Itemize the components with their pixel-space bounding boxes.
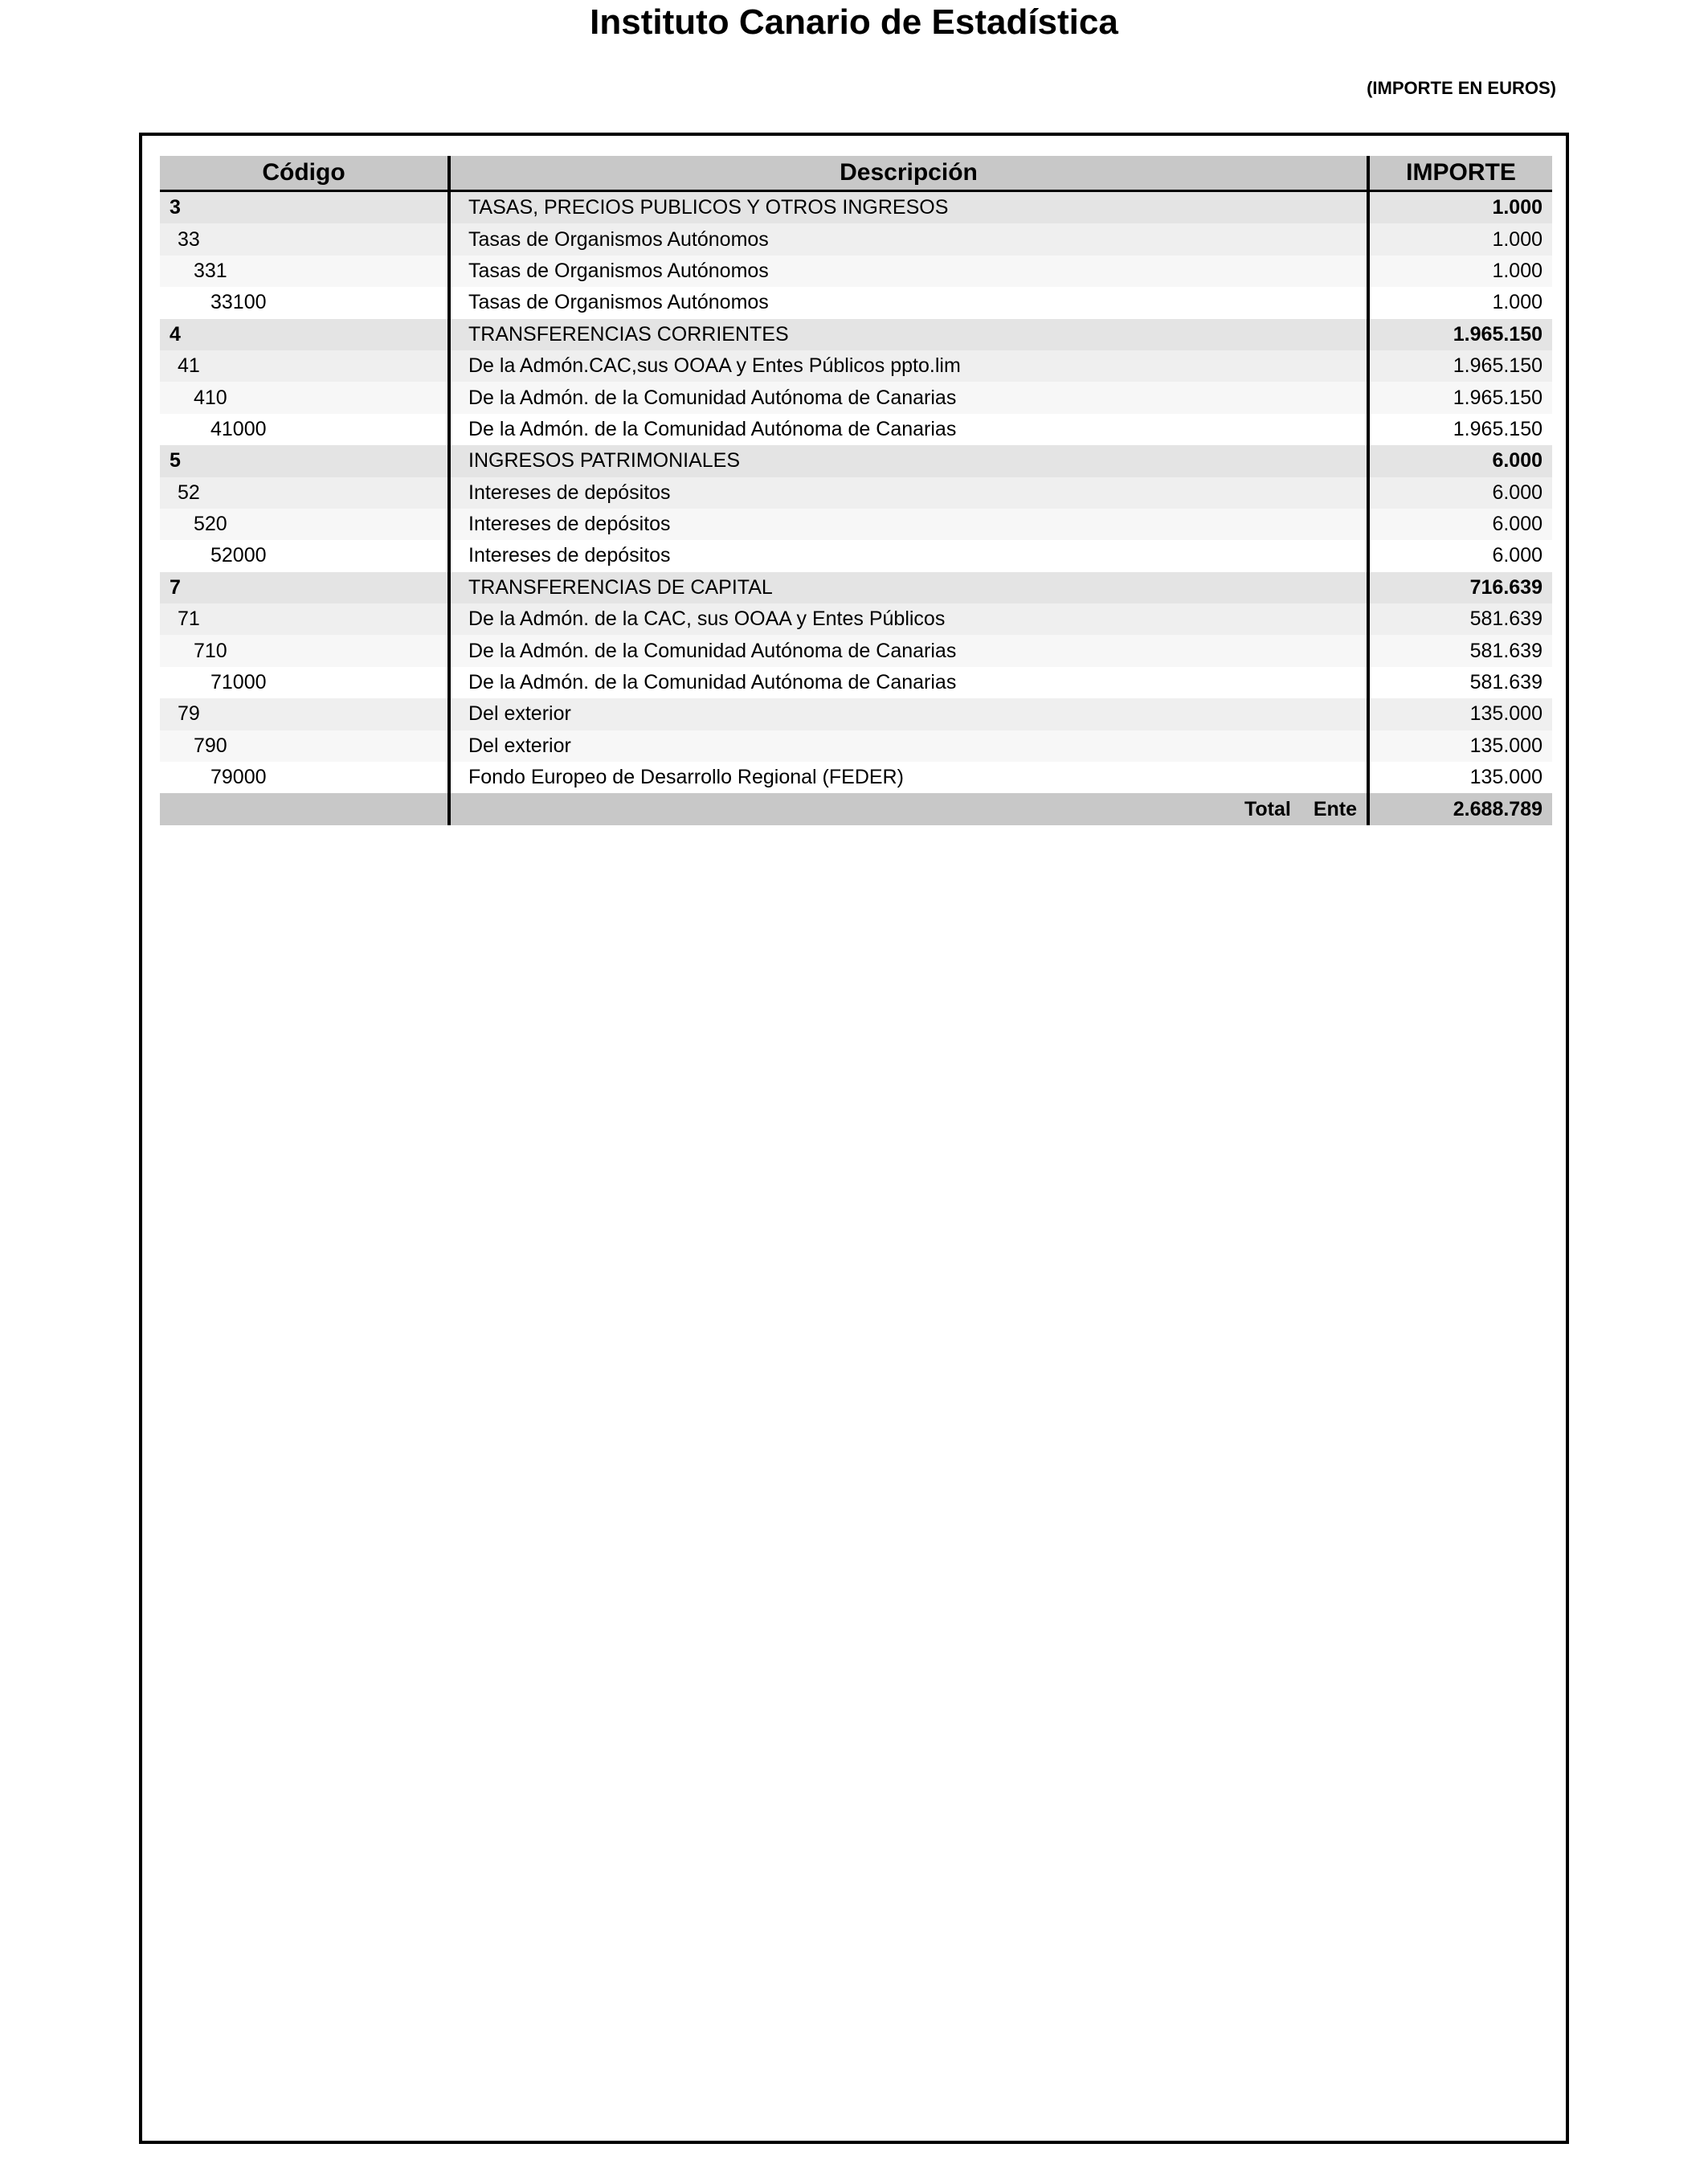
row-amount: 135.000 bbox=[1469, 766, 1543, 789]
row-description: INGRESOS PATRIMONIALES bbox=[451, 445, 1370, 477]
row-code: 7 bbox=[160, 572, 451, 603]
units-note: (IMPORTE EN EUROS) bbox=[1367, 78, 1556, 98]
row-code: 71 bbox=[160, 603, 451, 635]
table-row bbox=[160, 635, 1552, 666]
row-description: De la Admón. de la Comunidad Autónoma de Canarias bbox=[451, 667, 1370, 698]
table-row bbox=[160, 572, 1552, 603]
row-amount: 1.000 bbox=[1492, 227, 1543, 251]
row-description: De la Admón. de la Comunidad Autónoma de Canarias bbox=[451, 635, 1370, 666]
row-code: 410 bbox=[160, 382, 451, 413]
row-amount: 6.000 bbox=[1492, 449, 1543, 472]
row-amount: 1.965.150 bbox=[1453, 417, 1543, 440]
header-description: Descripción bbox=[451, 156, 1370, 190]
row-amount: 6.000 bbox=[1492, 513, 1543, 536]
row-code: 790 bbox=[160, 730, 451, 762]
budget-table bbox=[160, 156, 1552, 825]
row-description: Fondo Europeo de Desarrollo Regional (FEDER) bbox=[451, 762, 1370, 793]
row-code: 41 bbox=[160, 350, 451, 382]
table-header bbox=[160, 156, 1552, 192]
row-code: 331 bbox=[160, 256, 451, 287]
row-amount: 135.000 bbox=[1469, 734, 1543, 757]
row-code: 33 bbox=[160, 223, 451, 255]
row-description: Intereses de depósitos bbox=[451, 540, 1370, 571]
page-title: Instituto Canario de Estadística bbox=[590, 2, 1118, 42]
table-row bbox=[160, 698, 1552, 730]
table-row bbox=[160, 730, 1552, 762]
table-row bbox=[160, 256, 1552, 287]
row-code: 710 bbox=[160, 635, 451, 666]
row-description: Tasas de Organismos Autónomos bbox=[451, 287, 1370, 318]
row-amount: 1.000 bbox=[1492, 196, 1543, 219]
row-amount: 1.000 bbox=[1492, 259, 1543, 282]
row-description: TRANSFERENCIAS DE CAPITAL bbox=[451, 572, 1370, 603]
row-description: De la Admón.CAC,sus OOAA y Entes Públicos ppto.lim bbox=[451, 350, 1370, 382]
total-label bbox=[451, 793, 1370, 824]
header-amount: IMPORTE bbox=[1406, 159, 1516, 186]
row-amount: 1.000 bbox=[1492, 291, 1543, 314]
table-row bbox=[160, 192, 1552, 223]
total-row bbox=[160, 793, 1552, 824]
row-description: De la Admón. de la CAC, sus OOAA y Entes Públicos bbox=[451, 603, 1370, 635]
row-description: TRANSFERENCIAS CORRIENTES bbox=[451, 319, 1370, 350]
table-row bbox=[160, 350, 1552, 382]
header-code: Código bbox=[160, 156, 451, 190]
row-amount: 581.639 bbox=[1469, 608, 1543, 631]
row-amount: 1.965.150 bbox=[1453, 354, 1543, 378]
row-description: Intereses de depósitos bbox=[451, 509, 1370, 540]
table-row bbox=[160, 509, 1552, 540]
row-description: TASAS, PRECIOS PUBLICOS Y OTROS INGRESOS bbox=[451, 192, 1370, 223]
row-code: 3 bbox=[160, 192, 451, 223]
table-body bbox=[160, 192, 1552, 793]
row-amount: 6.000 bbox=[1492, 481, 1543, 504]
table-row bbox=[160, 382, 1552, 413]
row-code: 71000 bbox=[160, 667, 451, 698]
row-amount: 716.639 bbox=[1469, 575, 1543, 599]
row-description: De la Admón. de la Comunidad Autónoma de Canarias bbox=[451, 382, 1370, 413]
total-label-total: Total bbox=[1244, 797, 1291, 820]
row-amount: 6.000 bbox=[1492, 544, 1543, 567]
total-label-ente: Ente bbox=[1313, 797, 1357, 820]
row-code: 41000 bbox=[160, 414, 451, 445]
table-row bbox=[160, 287, 1552, 318]
total-amount: 2.688.789 bbox=[1453, 797, 1543, 820]
row-description: Tasas de Organismos Autónomos bbox=[451, 223, 1370, 255]
table-row bbox=[160, 445, 1552, 477]
table-row bbox=[160, 414, 1552, 445]
row-description: De la Admón. de la Comunidad Autónoma de Canarias bbox=[451, 414, 1370, 445]
row-code: 33100 bbox=[160, 287, 451, 318]
total-code-cell bbox=[160, 793, 451, 824]
row-description: Intereses de depósitos bbox=[451, 477, 1370, 509]
row-code: 4 bbox=[160, 319, 451, 350]
row-code: 79 bbox=[160, 698, 451, 730]
row-description: Del exterior bbox=[451, 730, 1370, 762]
row-amount: 581.639 bbox=[1469, 671, 1543, 694]
table-row bbox=[160, 223, 1552, 255]
row-code: 520 bbox=[160, 509, 451, 540]
row-amount: 581.639 bbox=[1469, 639, 1543, 662]
row-description: Del exterior bbox=[451, 698, 1370, 730]
table-row bbox=[160, 319, 1552, 350]
table-row bbox=[160, 540, 1552, 571]
table-row bbox=[160, 667, 1552, 698]
table-row bbox=[160, 477, 1552, 509]
row-code: 79000 bbox=[160, 762, 451, 793]
row-amount: 1.965.150 bbox=[1453, 322, 1543, 346]
row-description: Tasas de Organismos Autónomos bbox=[451, 256, 1370, 287]
row-code: 52 bbox=[160, 477, 451, 509]
table-row bbox=[160, 762, 1552, 793]
row-amount: 135.000 bbox=[1469, 702, 1543, 726]
table-row bbox=[160, 603, 1552, 635]
row-code: 5 bbox=[160, 445, 451, 477]
row-code: 52000 bbox=[160, 540, 451, 571]
row-amount: 1.965.150 bbox=[1453, 386, 1543, 409]
